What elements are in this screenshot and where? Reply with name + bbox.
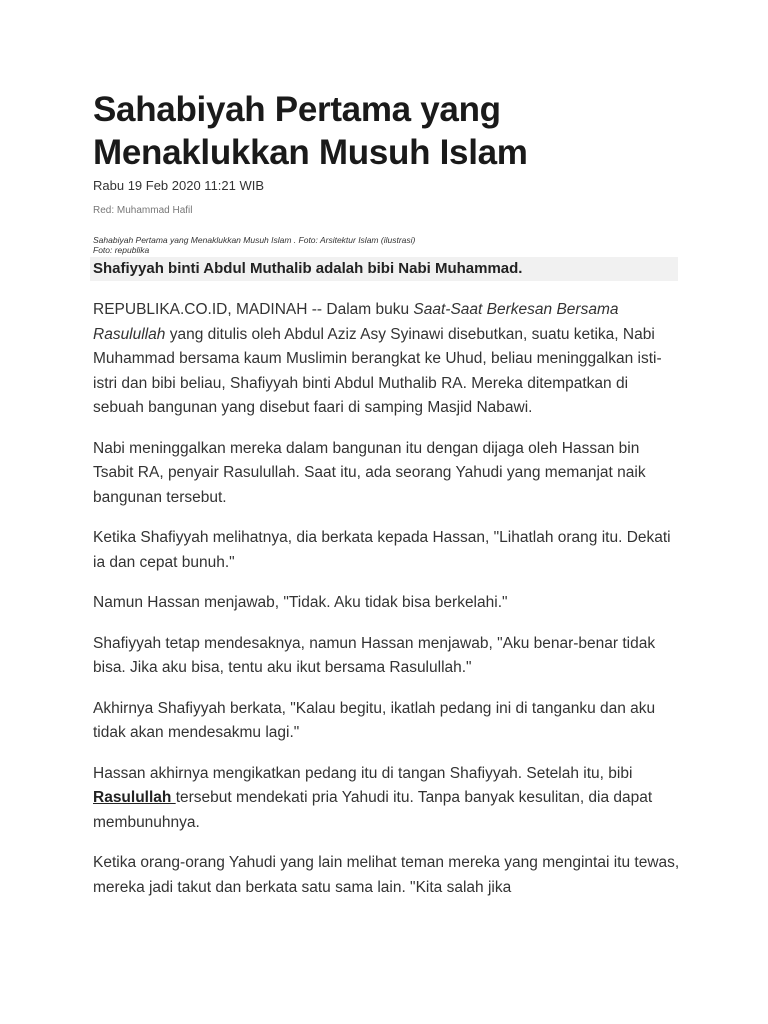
title-line-2: Menaklukkan Musuh Islam	[93, 133, 528, 172]
paragraph-7-intro: Hassan akhirnya mengikatkan pedang itu di tangan Shafiyyah. Setelah itu, bibi	[93, 764, 633, 782]
paragraph-6: Akhirnya Shafiyyah berkata, "Kalau begitu, ikatlah pedang ini di tanganku dan aku tidak akan mendesakmu lagi."	[93, 699, 656, 741]
publish-date: Rabu 19 Feb 2020 11:21 WIB	[93, 178, 265, 193]
article-title	[93, 88, 683, 174]
paragraph-3: Ketika Shafiyyah melihatnya, dia berkata kepada Hassan, "Lihatlah orang itu. Dekati ia dan cepat bunuh."	[93, 529, 671, 571]
article-lead: Shafiyyah binti Abdul Muthalib adalah bibi Nabi Muhammad.	[90, 257, 678, 281]
paragraph-1-intro: REPUBLIKA.CO.ID, MADINAH -- Dalam buku	[93, 301, 414, 318]
rasulullah-link[interactable]: Rasulullah	[93, 789, 176, 806]
paragraph-4: Namun Hassan menjawab, "Tidak. Aku tidak bisa berkelahi."	[93, 594, 508, 611]
editor-credit: Red: Muhammad Hafil	[93, 205, 193, 216]
caption-text: Sahabiyah Pertama yang Menaklukkan Musuh Islam . Foto: Arsitektur Islam (ilustrasi)	[93, 235, 416, 245]
caption-credit: Foto: republika	[93, 245, 150, 255]
paragraph-7	[93, 762, 683, 836]
paragraph-8: Ketika orang-orang Yahudi yang lain melihat teman mereka yang mengintai itu tewas, mereka jadi takut dan berkata satu sama lain. "Kita salah jika	[93, 854, 680, 896]
book-title: Saat-Saat Berkesan Bersama Rasulullah	[93, 301, 619, 343]
title-line-1: Sahabiyah Pertama yang	[93, 90, 501, 129]
paragraph-5: Shafiyyah tetap mendesaknya, namun Hassan menjawab, "Aku benar-benar tidak bisa. Jika aku bisa, tentu aku ikut bersama Rasulullah."	[93, 634, 656, 676]
article-body	[93, 298, 683, 900]
paragraph-1-rest: yang ditulis oleh Abdul Aziz Asy Syinawi disebutkan, suatu ketika, Nabi Muhammad bersama kaum Muslimin berangkat ke Uhud, beliau meninggalkan isti-istri dan bibi beliau, Shafiyyah binti Abdul Muthalib RA. Mereka ditempatkan di sebuah bangunan yang disebut faari di samping Masjid Nabawi.	[93, 325, 662, 416]
paragraph-1	[93, 298, 683, 421]
photo-caption	[93, 235, 653, 255]
paragraph-2: Nabi meninggalkan mereka dalam bangunan itu dengan dijaga oleh Hassan bin Tsabit RA, penyair Rasulullah. Saat itu, ada seorang Yahudi yang memanjat naik bangunan tersebut.	[93, 439, 646, 506]
paragraph-7-rest: tersebut mendekati pria Yahudi itu. Tanpa banyak kesulitan, dia dapat membunuhnya.	[93, 789, 653, 831]
